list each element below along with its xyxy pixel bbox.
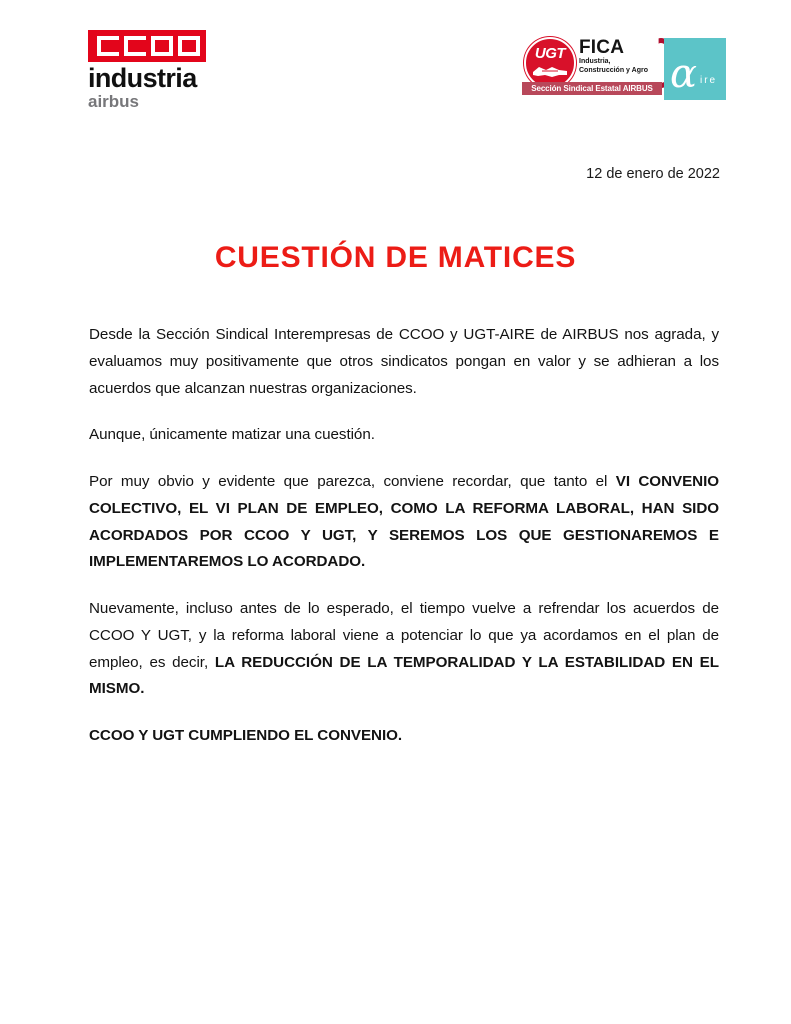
ugt-section-banner: Sección Sindical Estatal AIRBUS	[522, 82, 662, 95]
paragraph-3-emphasis: VI CONVENIO COLECTIVO, EL VI PLAN DE EMPLEO, COMO LA REFORMA LABORAL, HAN SIDO ACORDADOS POR CCOO Y UGT, Y SEREMOS LOS QUE GESTIONAREMOS E IMPLEMENTAREMOS LO ACORDADO.	[89, 473, 720, 571]
ugt-aire-logo-group	[522, 34, 727, 106]
ccoo-logo-letters	[97, 36, 200, 56]
document-body	[89, 322, 719, 750]
ccoo-logo-industria: industria	[88, 63, 197, 93]
ccoo-letter-c1	[97, 36, 119, 56]
aire-logo-suffix: ire	[700, 75, 718, 86]
paragraph-3-lead: Por muy obvio y evidente que parezca, conviene recordar, que tanto el	[89, 473, 616, 490]
paragraph-5-emphasis: CCOO Y UGT CUMPLIENDO EL CONVENIO.	[89, 727, 403, 744]
paragraph-2: Aunque, únicamente matizar una cuestión.	[89, 426, 375, 444]
ccoo-logo	[88, 30, 213, 112]
fica-federation-subtitle	[579, 58, 659, 76]
aire-logo	[664, 38, 726, 100]
fica-subtitle-line-2: Construcción y Agro	[579, 66, 648, 74]
paragraph-3	[89, 469, 719, 576]
paragraph-4-lead: Nuevamente, incluso antes de lo esperado, el tiempo vuelve a refrendar los acuerdos de CCOO Y UGT, y la reforma laboral viene a potenciar lo que ya acordamos en el plan de empleo, es decir,	[89, 600, 719, 671]
ccoo-letter-c2	[124, 36, 146, 56]
paragraph-1: Desde la Sección Sindical Interempresas de CCOO y UGT-AIRE de AIRBUS nos agrada, y evaluamos muy positivamente que otros sindicatos pongan en valor y se adhieran a los acuerdos que alcanzan nuestras organizaciones.	[89, 326, 719, 397]
paragraph-5	[89, 723, 719, 750]
ccoo-letter-o2	[178, 36, 200, 56]
paragraph-4	[89, 596, 719, 703]
fica-federation-name: FICA	[579, 37, 625, 58]
handshake-icon	[532, 64, 568, 79]
fica-subtitle-line-1: Industria,	[579, 58, 611, 65]
ccoo-logo-mark	[88, 30, 206, 62]
document-date: 12 de enero de 2022	[586, 166, 720, 182]
document-header	[0, 0, 791, 140]
ccoo-logo-airbus: airbus	[88, 92, 140, 112]
page-title: CUESTIÓN DE MATICES	[214, 241, 577, 274]
paragraph-4-emphasis: LA REDUCCIÓN DE LA TEMPORALIDAD Y LA ESTABILIDAD EN EL MISMO.	[89, 653, 719, 698]
alpha-glyph-icon: α	[670, 51, 698, 97]
ccoo-letter-o1	[151, 36, 173, 56]
ugt-emblem-text: UGT	[534, 45, 566, 62]
